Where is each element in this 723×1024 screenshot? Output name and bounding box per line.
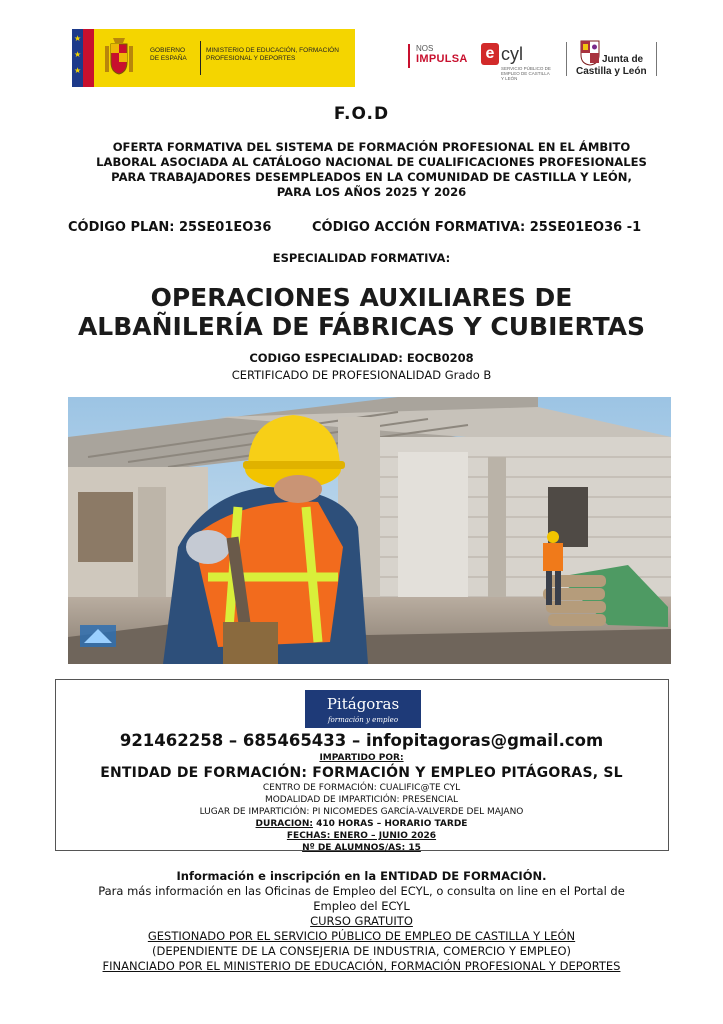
gobierno-line: GOBIERNO [150,47,186,54]
financiado-por: FINANCIADO POR EL MINISTERIO DE EDUCACIÓN, FORMACIÓN PROFESIONAL Y DEPORTES [102,959,621,973]
construction-worker-photo [68,397,671,664]
course-title-line: OPERACIONES AUXILIARES DE [150,283,573,312]
dependiente-consejeria: (DEPENDIENTE DE LA CONSEJERIA DE INDUSTRIA, COMERCIO Y EMPLEO) [151,944,571,958]
junta-text: Junta de [602,54,644,65]
watermark-logo [80,625,116,647]
gestionado-por: GESTIONADO POR EL SERVICIO PÚBLICO DE EMPLEO DE CASTILLA Y LEÓN [147,929,576,943]
impulsa-text: IMPULSA [416,53,468,65]
mas-informacion: Para más información en las Oficinas de Empleo del ECYL, o consulta on line en el Portal de Empleo del ECYL [98,884,625,913]
duracion [0,818,723,830]
ecyl-mark-icon: e [481,43,499,65]
nos-impulsa-logo [408,44,470,74]
duracion-label: DURACION: [255,819,313,829]
coat-of-arms-icon [102,38,136,78]
codigo-plan: CÓDIGO PLAN: 25SE01EO36 [68,220,272,235]
numero-alumnos [0,842,723,854]
offer-line: PARA LOS AÑOS 2025 Y 2026 [276,185,467,199]
lugar-imparticion: LUGAR DE IMPARTICIÓN: PI NICOMEDES GARCÍA-VALVERDE DEL MAJANO [199,807,524,817]
offer-line: PARA TRABAJADORES DESEMPLEADOS EN LA COMUNIDAD DE CASTILLA Y LEÓN, [111,170,632,184]
junta-castilla-leon-logo [566,40,658,80]
logo-divider [200,41,201,75]
codigo-accion-formativa: CÓDIGO ACCIÓN FORMATIVA: 25SE01EO36 -1 [312,220,642,235]
pitagoras-logo [305,690,421,728]
impartido-label: IMPARTIDO POR: [319,753,404,763]
duracion-value: 410 HORAS – HORARIO TARDE [312,819,468,829]
informacion-inscripcion: Información e inscripción en la ENTIDAD DE FORMACIÓN. [176,869,547,883]
eu-flag-icon: ★ ★ ★ [72,29,94,87]
centro-formacion: CENTRO DE FORMACIÓN: CUALIFIC@TE CYL [262,783,461,793]
numero-alumnos-text: Nº DE ALUMNOS/AS: 15 [302,843,421,853]
course-title-line: ALBAÑILERÍA DE FÁBRICAS Y CUBIERTAS [77,312,646,341]
ministry-text: MINISTERIO DE EDUCACIÓN, FORMACIÓN PROFESIONAL Y DEPORTES [206,47,339,62]
nos-text: NOS [416,44,434,53]
pitagoras-name: Pitágoras [326,695,400,713]
ecyl-logo [481,43,551,81]
gobierno-text [150,47,202,63]
junta-shield-icon [580,40,600,66]
ecyl-subtitle: SERVICIO PÚBLICO DE EMPLEO DE CASTILLA Y LEÓN [501,66,551,81]
pitagoras-subtitle: formación y empleo [327,716,399,724]
offer-line: OFERTA FORMATIVA DEL SISTEMA DE FORMACIÓN PROFESIONAL EN EL ÁMBITO [112,140,631,154]
offer-line: LABORAL ASOCIADA AL CATÁLOGO NACIONAL DE CUALIFICACIONES PROFESIONALES [96,155,647,169]
fechas: FECHAS: ENERO – JUNIO 2026 [286,831,437,841]
curso-gratuito: CURSO GRATUITO [310,914,413,928]
codigo-especialidad: CODIGO ESPECIALIDAD: EOCB0208 [249,351,474,365]
espana-line: DE ESPAÑA [150,55,187,62]
certificado-profesionalidad: CERTIFICADO DE PROFESIONALIDAD Grado B [231,368,492,382]
entidad-formacion: ENTIDAD DE FORMACIÓN: FORMACIÓN Y EMPLEO PITÁGORAS, SL [100,765,623,781]
contact-line: 921462258 – 685465433 – infopitagoras@gmail.com [119,731,604,750]
fod-heading: F.O.D [333,104,390,124]
castilla-leon-text: Castilla y León [576,66,647,77]
gobierno-ministerio-logo [72,29,355,87]
ecyl-word: cyl [501,44,523,64]
modalidad-imparticion: MODALIDAD DE IMPARTICIÓN: PRESENCIAL [264,795,459,805]
especialidad-label: ESPECIALIDAD FORMATIVA: [272,251,451,265]
offer-description [60,140,683,200]
course-title [40,283,683,341]
